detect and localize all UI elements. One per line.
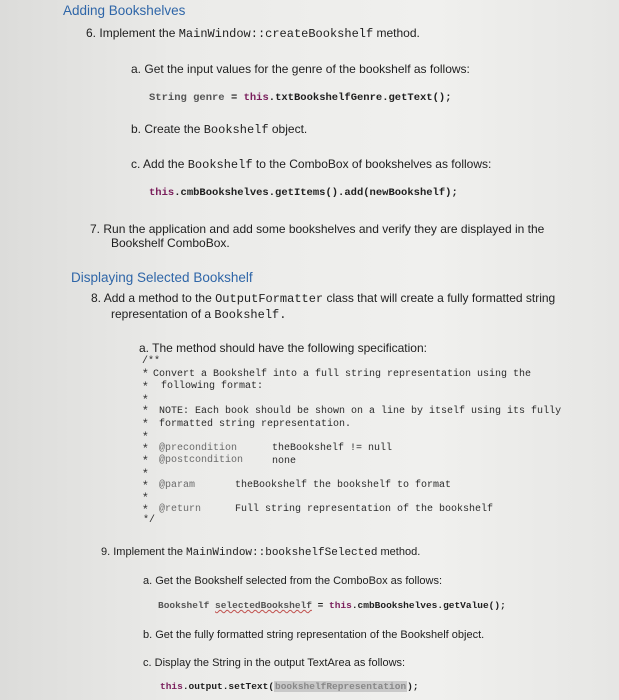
javadoc-star: * — [143, 441, 148, 455]
step-number: 8. — [91, 291, 102, 305]
javadoc-return-tag: @return — [159, 504, 202, 515]
class-name: Bookshelf — [187, 158, 253, 172]
step-8 — [91, 291, 555, 306]
substep-6b — [131, 122, 307, 137]
section-heading-displaying-selected-bookshelf: Displaying Selected Bookshelf — [71, 270, 253, 285]
class-name: Bookshelf. — [214, 308, 287, 322]
step-number: 7. — [90, 222, 101, 236]
substep-8a — [139, 341, 427, 355]
step-9 — [101, 546, 420, 559]
code-rest: .cmbBookshelves.getValue(); — [351, 600, 506, 611]
step-number: 6. — [86, 26, 97, 40]
step-text-suffix: class that will create a fully formatted string — [323, 291, 556, 305]
substep-text: Create the — [144, 122, 204, 136]
javadoc-precondition-value: theBookshelf != null — [272, 443, 393, 454]
code-rest: .txtBookshelfGenre.getText(); — [268, 92, 452, 104]
step-text: Add a method to the — [103, 291, 216, 305]
section-heading-adding-bookshelves: Adding Bookshelves — [63, 3, 186, 18]
javadoc-star: * — [143, 490, 148, 504]
substep-label: a. — [143, 575, 153, 587]
step-8-line2 — [111, 307, 286, 322]
javadoc-desc-line1: Convert a Bookshelf into a full string representation using the — [153, 369, 532, 380]
code-line-selected-bookshelf — [158, 600, 506, 611]
code-line-genre — [149, 92, 452, 104]
class-name: OutputFormatter — [215, 292, 324, 306]
step-text: representation of a — [111, 307, 215, 321]
javadoc-note-line1: NOTE: Each book should be shown on a line by itself using its fully — [159, 406, 562, 417]
code-keyword: this — [149, 187, 175, 199]
code-line-add-bookshelf — [149, 187, 458, 199]
substep-text: Display the String in the output TextArea as follows: — [154, 657, 406, 669]
code-highlighted-variable: bookshelfRepresentation — [275, 681, 407, 692]
code-keyword: this — [329, 600, 352, 611]
javadoc-star: * — [143, 403, 148, 417]
code-type: Bookshelf — [158, 600, 216, 611]
substep-label: c. — [143, 657, 152, 669]
javadoc-star: * — [143, 466, 148, 480]
substep-text: Get the fully formatted string representation of the Bookshelf object. — [155, 629, 485, 641]
javadoc-star: * — [143, 416, 148, 430]
javadoc-desc-line2: following format: — [161, 381, 264, 392]
javadoc-star: * — [143, 502, 148, 516]
substep-6a — [131, 62, 470, 76]
javadoc-postcondition-tag: @postcondition — [159, 455, 244, 466]
substep-6c — [131, 157, 491, 172]
javadoc-star: * — [143, 453, 148, 467]
code-end: ); — [407, 681, 419, 692]
substep-9c — [143, 657, 405, 669]
substep-text: The method should have the following specification: — [152, 341, 427, 355]
javadoc-star: * — [143, 478, 148, 492]
javadoc-star: * — [143, 366, 148, 380]
substep-label: a. — [139, 341, 150, 355]
substep-9b — [143, 629, 484, 641]
code-mid: .output.setText( — [182, 681, 275, 692]
javadoc-star: * — [143, 379, 148, 393]
code-type: String genre — [149, 92, 225, 104]
step-text: Implement the — [99, 26, 179, 40]
substep-text: Add the — [143, 157, 188, 171]
method-name: MainWindow::createBookshelf — [178, 27, 374, 41]
class-name: Bookshelf — [203, 123, 269, 137]
javadoc-param-value: theBookshelf the bookshelf to format — [235, 480, 452, 491]
javadoc-note-line2: formatted string representation. — [159, 419, 352, 430]
step-number: 9. — [101, 546, 111, 558]
substep-text: Get the input values for the genre of the bookshelf as follows: — [144, 62, 470, 76]
code-keyword: this — [243, 92, 269, 104]
javadoc-postcondition-value: none — [272, 456, 297, 467]
substep-label: a. — [131, 62, 142, 76]
javadoc-return-value: Full string representation of the bookshelf — [235, 504, 494, 515]
javadoc-open: /** — [142, 356, 161, 367]
step-text-suffix: method. — [373, 26, 420, 40]
code-keyword: this — [160, 681, 183, 692]
substep-label: c. — [131, 157, 141, 171]
substep-9a — [143, 575, 442, 587]
code-variable: selectedBookshelf — [215, 600, 312, 611]
substep-text-suffix: object. — [268, 122, 308, 136]
code-equals: = — [230, 92, 238, 104]
code-rest: .cmbBookshelves.getItems().add(newBookshelf); — [174, 187, 458, 199]
substep-label: b. — [131, 122, 142, 136]
step-7-line2: Bookshelf ComboBox. — [111, 236, 230, 250]
step-text: Implement the — [113, 546, 187, 558]
step-text-suffix: method. — [377, 546, 421, 558]
step-text: Run the application and add some bookshelves and verify they are displayed in the — [103, 222, 545, 236]
substep-label: b. — [143, 629, 153, 641]
javadoc-param-tag: @param — [159, 480, 196, 491]
step-6 — [86, 26, 420, 41]
substep-text: Get the Bookshelf selected from the ComboBox as follows: — [155, 575, 443, 587]
code-line-output-settext — [160, 681, 419, 692]
code-equals: = — [311, 600, 330, 611]
javadoc-star: * — [143, 392, 148, 406]
javadoc-star: * — [143, 429, 148, 443]
step-7 — [90, 222, 544, 236]
javadoc-precondition-tag: @precondition — [159, 443, 238, 454]
substep-text-suffix: to the ComboBox of bookshelves as follows: — [252, 157, 492, 171]
javadoc-close: */ — [143, 515, 156, 526]
method-name: MainWindow::bookshelfSelected — [186, 547, 378, 559]
